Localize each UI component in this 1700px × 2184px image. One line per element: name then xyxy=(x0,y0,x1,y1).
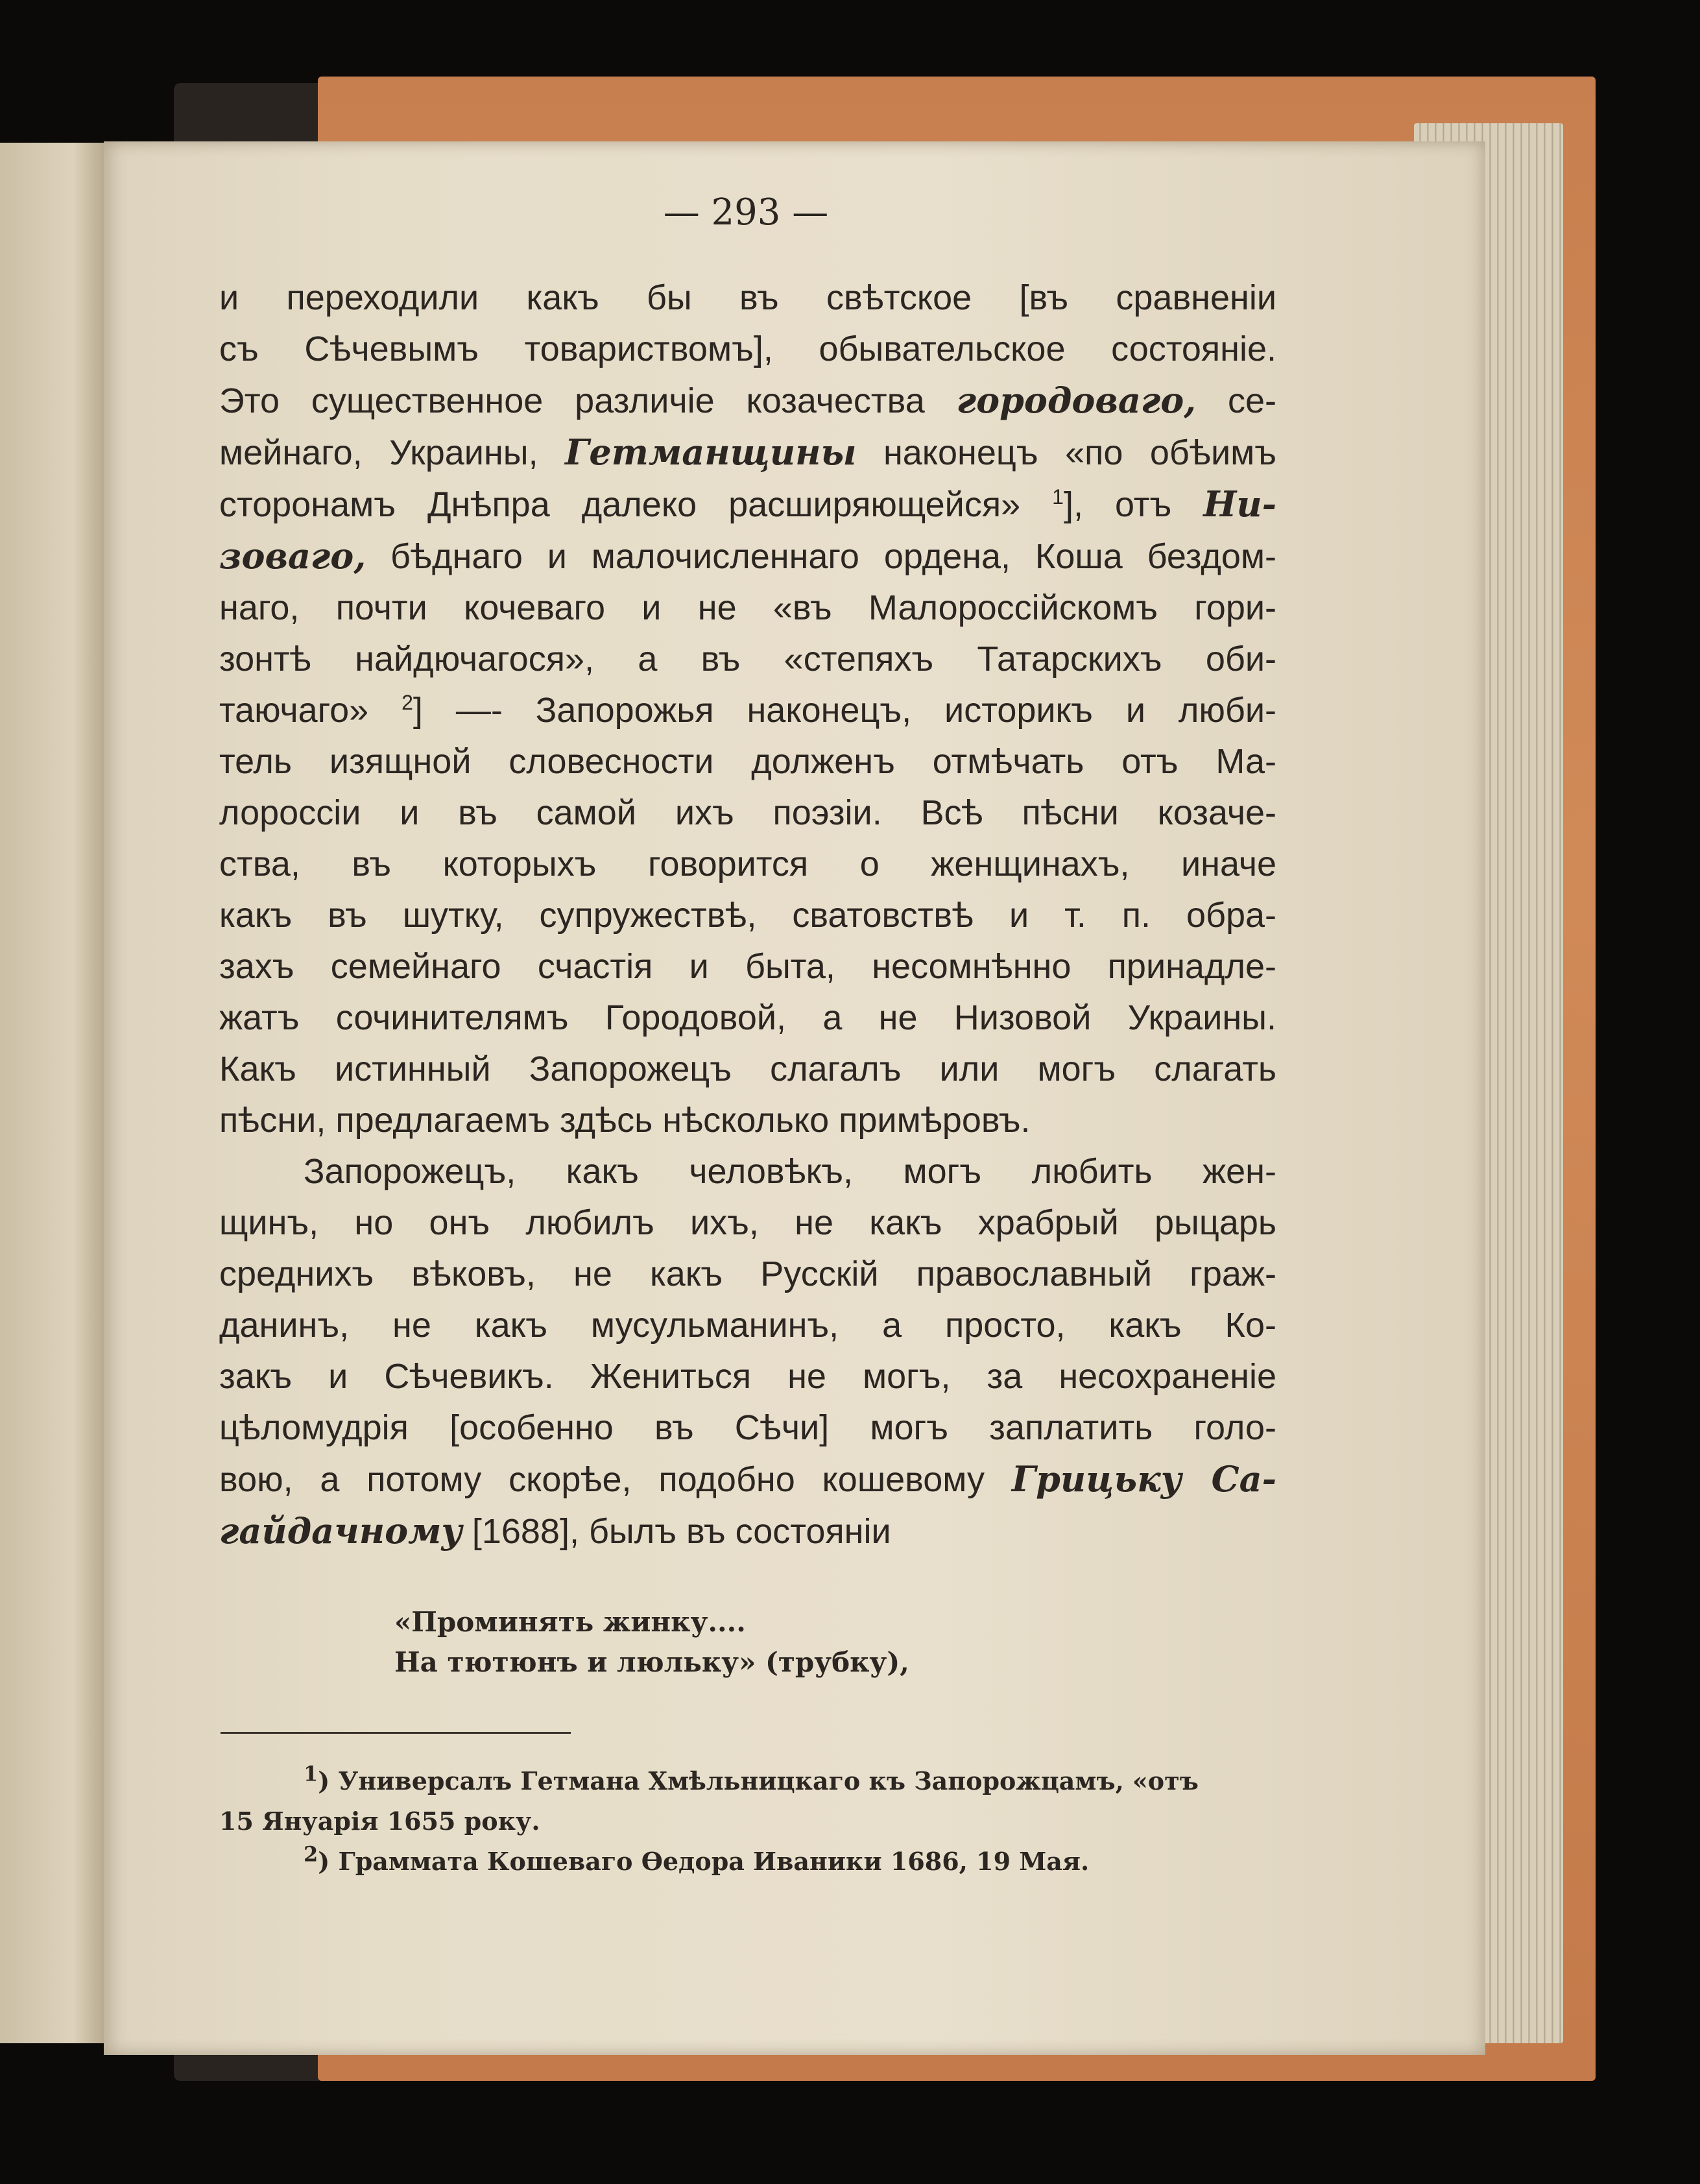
text-segment: сторонамъ Днѣпра далеко расширяющейся» xyxy=(219,485,1021,524)
text-segment: бѣднаго и малочисленнаго ордена, Коша бездом- xyxy=(390,537,1276,576)
text-segment: мейнаго, Украины, xyxy=(219,433,538,472)
footnote-2 xyxy=(219,1842,1276,1882)
footnote-text: ) Универсалъ Гетмана Хмѣльницкаго къ Запорожцамъ, «отъ xyxy=(318,1766,1199,1795)
text-segment: таючаго» xyxy=(219,691,369,730)
footnotes xyxy=(219,1761,1276,1882)
text-line: Какъ истинный Запорожецъ слагалъ или могъ слагать xyxy=(219,1050,1276,1088)
text-segment: вою, а потому скорѣе, подобно кошевому xyxy=(219,1460,985,1499)
left-page-edge xyxy=(0,143,104,2043)
italic-term: Ни- xyxy=(1203,483,1276,525)
text-line: ства, въ которыхъ говорится о женщинахъ, иначе xyxy=(219,845,1276,883)
text-line xyxy=(219,479,1276,531)
text-line xyxy=(219,375,1276,427)
verse-quote xyxy=(394,1602,1173,1683)
text-line xyxy=(219,427,1276,479)
text-line: и переходили какъ бы въ свѣтское [въ сравненiи xyxy=(219,278,1276,317)
text-segment: Это существенное различiе козачества xyxy=(219,381,925,420)
text-line: пѣсни, предлагаемъ здѣсь нѣсколько примѣровъ. xyxy=(219,1101,1031,1140)
text-line: тель изящной словесности долженъ отмѣчать отъ Ма- xyxy=(219,742,1276,781)
text-line: наго, почти кочеваго и не «въ Малороссiйскомъ гори- xyxy=(219,588,1276,627)
text-segment: се- xyxy=(1227,381,1276,420)
footnote-1 xyxy=(219,1761,1276,1801)
footnote-marker: 1 xyxy=(304,1761,318,1786)
text-line: лороссiи и въ самой ихъ поэзiи. Всѣ пѣсни козаче- xyxy=(219,793,1276,832)
text-line xyxy=(219,1506,1276,1557)
text-segment: ], отъ xyxy=(1063,485,1172,524)
footnote-marker: 2 xyxy=(304,1842,318,1867)
italic-term: гайдачному xyxy=(219,1510,462,1552)
text-line: съ Сѣчевымъ товариствомъ], обывательское состоянiе. xyxy=(219,330,1276,368)
footnote-ref: 2 xyxy=(401,691,413,714)
main-text xyxy=(219,272,1276,1557)
footnote-ref: 1 xyxy=(1052,485,1064,509)
italic-term: Гетманщины xyxy=(565,431,857,473)
text-segment: ] —- Запорожья наконецъ, историкъ и люби- xyxy=(413,691,1276,730)
paragraph-start-line: Запорожецъ, какъ человѣкъ, могъ любить жен- xyxy=(304,1152,1276,1191)
text-line: зонтѣ найдючагося», а въ «степяхъ Татарскихъ оби- xyxy=(219,640,1276,678)
text-line xyxy=(219,1454,1276,1506)
footnote-text: ) Граммата Кошеваго Ѳедора Иваники 1686, 19 Мая. xyxy=(318,1847,1090,1876)
text-line: данинъ, не какъ мусульманинъ, а просто, какъ Ко- xyxy=(219,1306,1276,1345)
italic-term: зоваго, xyxy=(219,535,366,577)
text-line: щинъ, но онъ любилъ ихъ, не какъ храбрый рыцарь xyxy=(219,1203,1276,1242)
text-line: захъ семейнаго счастiя и быта, несомнѣнно принадле- xyxy=(219,947,1276,986)
text-line: цѣломудрiя [особенно въ Сѣчи] могъ заплатить голо- xyxy=(219,1408,1276,1447)
text-line xyxy=(219,531,1276,582)
text-segment: [1688], былъ въ состоянiи xyxy=(472,1512,891,1551)
verse-line: На тютюнъ и люльку» (трубку), xyxy=(394,1646,909,1678)
text-line xyxy=(219,685,1276,736)
text-line: среднихъ вѣковъ, не какъ Русскiй православный граж- xyxy=(219,1254,1276,1293)
italic-term: Грицьку Са- xyxy=(1011,1458,1276,1500)
footnote-1-continuation: 15 Януарiя 1655 року. xyxy=(219,1806,540,1836)
footnote-divider xyxy=(221,1732,571,1734)
text-segment: наконецъ «по обѣимъ xyxy=(883,433,1276,472)
text-line: жатъ сочинителямъ Городовой, а не Низовой Украины. xyxy=(219,998,1276,1037)
page-number: — 293 — xyxy=(663,191,829,234)
verse-line: «Проминять жинку.... xyxy=(394,1606,746,1638)
text-line: закъ и Сѣчевикъ. Жениться не могъ, за несохраненiе xyxy=(219,1357,1276,1396)
italic-term: городоваго, xyxy=(956,379,1197,421)
text-line: какъ въ шутку, супружествѣ, сватовствѣ и т. п. обра- xyxy=(219,896,1276,935)
